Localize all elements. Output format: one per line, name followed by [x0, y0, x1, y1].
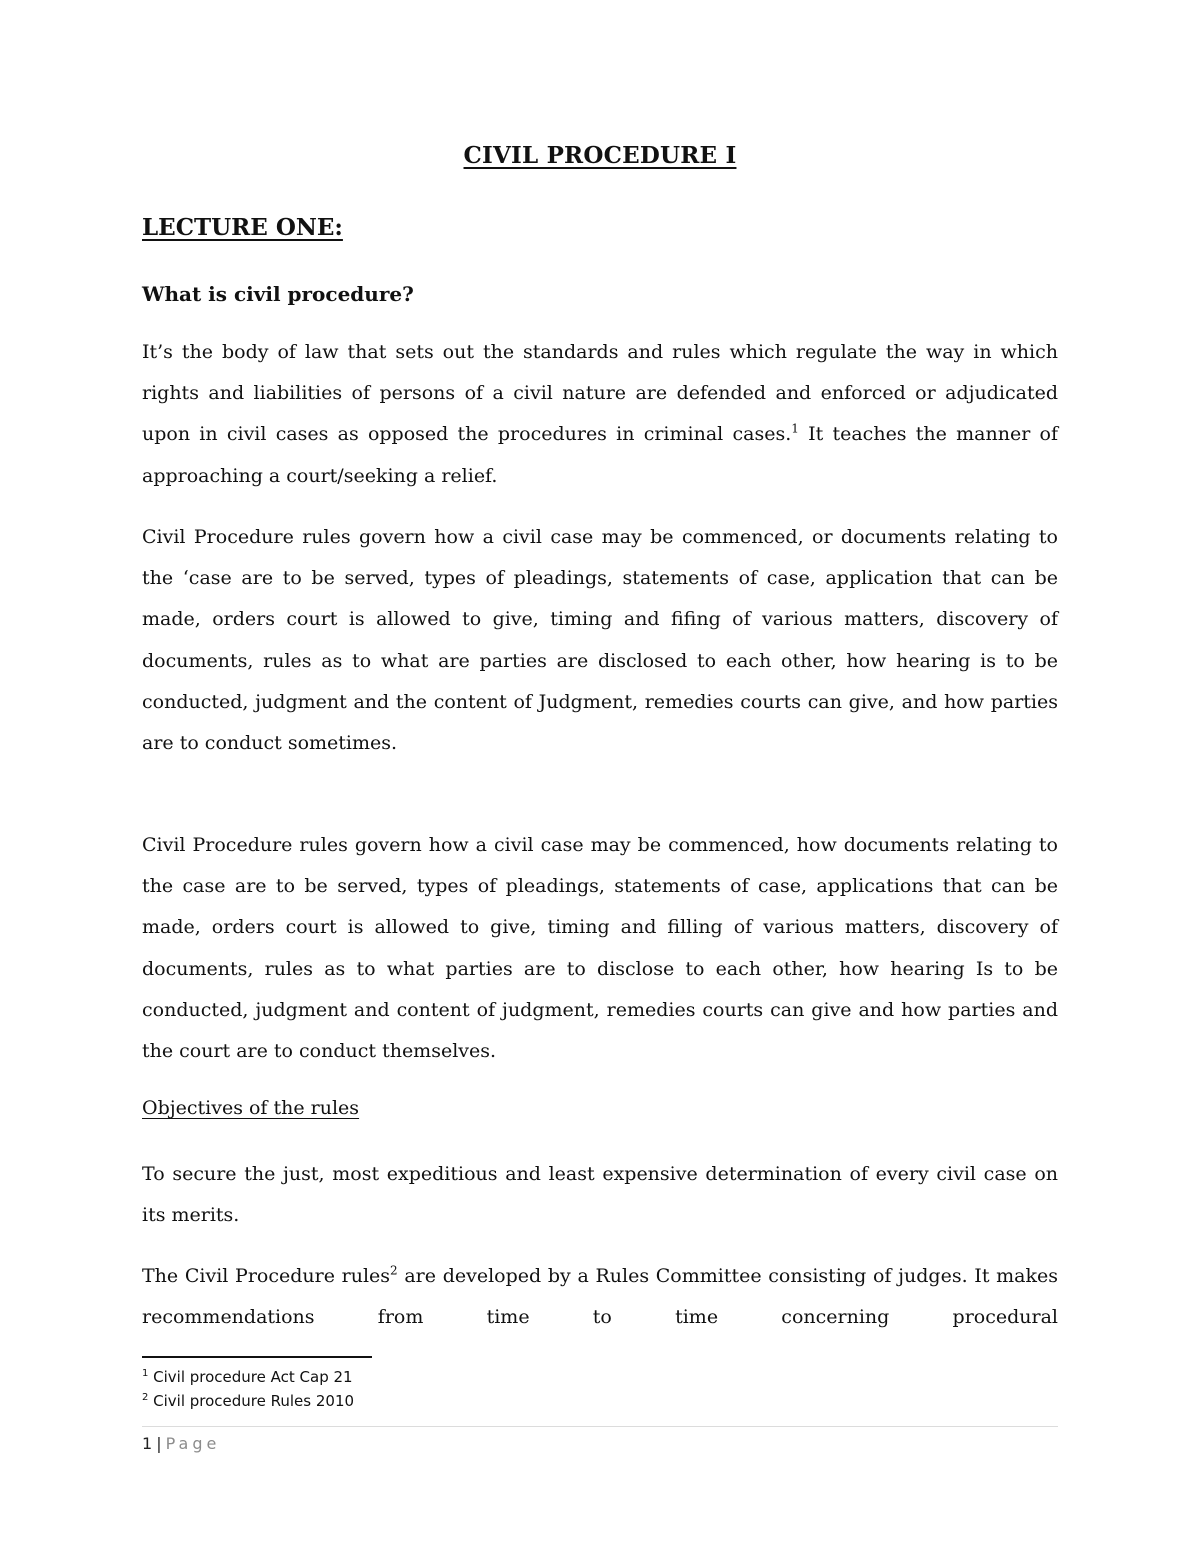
paragraph-rules-govern-1: Civil Procedure rules govern how a civil case may be commenced, or documents relating to the ‘case are to be served, types of pleadings, statements of case, application that can be made, orders court is allowed to give, timing and fifing of various matters, discovery of documents, rules as to what are parties are disclosed to each other, how hearing is to be conducted, judgment and the content of Judgment, remedies courts can give, and how parties are to conduct sometimes.	[142, 526, 1058, 755]
paragraph-rules-committee-tail: are developed by a Rules Committee consisting of judges. It makes recommendations from time to time concerning procedural	[142, 1265, 1058, 1329]
page-footer	[142, 1434, 220, 1453]
footnote-2-text: Civil procedure Rules 2010	[148, 1392, 355, 1410]
footnote-ref-1: 1	[791, 422, 799, 437]
page-label: Page	[165, 1434, 221, 1453]
footnote-separator	[142, 1356, 372, 1358]
footnote-2	[142, 1392, 354, 1410]
footnote-ref-2: 2	[390, 1263, 398, 1278]
paragraph-definition	[142, 332, 1058, 497]
lecture-heading: LECTURE ONE:	[142, 214, 343, 241]
paragraph-objectives: To secure the just, most expeditious and least expensive determination of every civil case on its merits.	[142, 1163, 1058, 1227]
footnote-1-text: Civil procedure Act Cap 21	[148, 1368, 353, 1386]
paragraph-rules-committee	[142, 1256, 1058, 1338]
page-number: 1	[142, 1434, 153, 1453]
paragraph-definition-text: It’s the body of law that sets out the standards and rules which regulate the way in which rights and liabilities of persons of a civil nature are defended and enforced or adjudicated upon in civil cases as opposed the procedures in criminal cases.	[142, 341, 1058, 446]
document-title: CIVIL PROCEDURE I	[463, 142, 737, 169]
paragraph-rules-committee-text: The Civil Procedure rules	[142, 1265, 391, 1287]
objectives-heading: Objectives of the rules	[142, 1097, 360, 1119]
footnote-2-number: 2	[142, 1392, 149, 1403]
section-question: What is civil procedure?	[142, 282, 414, 306]
footer-divider	[142, 1426, 1058, 1427]
paragraph-rules-govern-2: Civil Procedure rules govern how a civil case may be commenced, how documents relating to the case are to be served, types of pleadings, statements of case, applications that can be made, orders court is allowed to give, timing and filling of various matters, discovery of documents, rules as to what parties are to disclose to each other, how hearing Is to be conducted, judgment and content of judgment, remedies courts can give and how parties and the court are to conduct themselves.	[142, 834, 1058, 1063]
footer-separator: |	[156, 1434, 162, 1453]
footnote-1	[142, 1368, 353, 1386]
footnote-1-number: 1	[142, 1368, 149, 1379]
paragraph-definition-tail: It teaches the manner of approaching a court/seeking a relief.	[142, 423, 1058, 487]
